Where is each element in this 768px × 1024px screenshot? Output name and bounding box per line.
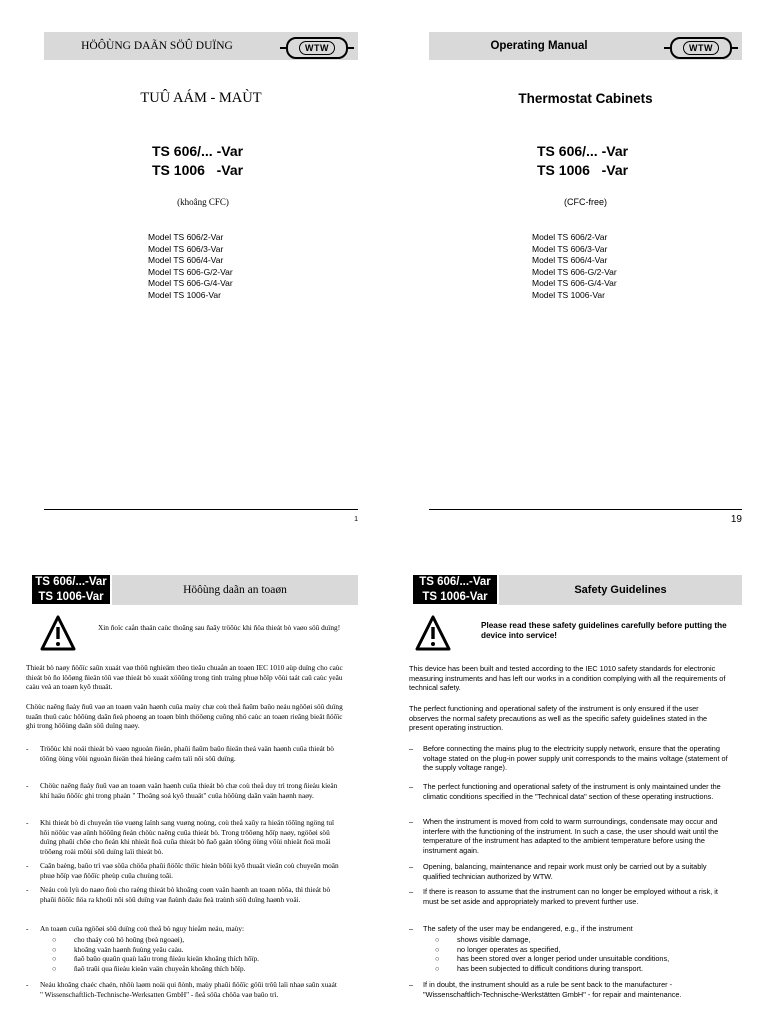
en-intro-para-1: This device has been built and tested according to the IEC 1010 safety standards for electronic measuring instruments and has left our works in a condition complying with all the requirements of technical safety. bbox=[409, 664, 726, 693]
circle-bullet-icon: ○ bbox=[52, 944, 57, 954]
model-item: Model TS 606/2-Var bbox=[532, 232, 608, 242]
en-section-bar bbox=[499, 575, 742, 605]
list-item: - Chöùc naêng ñaày ñuû vaø an toaøn vaän haønh cuûa thieát bò chæ coù theå duy trì trong ñieàu kieän khí haäu ñöôïc ghi trong phaàn " Thoâng soá kyõ thuaät" cuûa höôùng daãn vaän haønh naøy. bbox=[26, 781, 338, 800]
circle-bullet-icon: ○ bbox=[435, 954, 440, 964]
model-item: Model TS 606-G/2-Var bbox=[532, 266, 617, 277]
vi-model-badge bbox=[32, 575, 110, 604]
badge-line-1: TS 606/...-Var bbox=[413, 575, 497, 590]
en-model-line-1: TS 606/... -Var bbox=[537, 143, 629, 159]
circle-bullet-icon: ○ bbox=[435, 944, 440, 954]
vi-model-line-2: TS 1006 -Var bbox=[152, 162, 244, 178]
wtw-logo bbox=[664, 37, 738, 59]
model-item: Model TS 606-G/4-Var bbox=[532, 278, 617, 288]
wtw-logo-text: WTW bbox=[299, 41, 335, 55]
vi-safety-page bbox=[26, 575, 360, 1024]
vi-header-title: HÖÔÙNG DAÃN SÖÛ DUÏNG bbox=[81, 40, 233, 52]
list-item: - Tröôùc khi noái thieát bò vaøo nguoàn ñieän, phaûi ñaûm baûo ñieän theá vaän haønh cuûa thieát bò töông öùng vôùi nguoàn ñieän theá hieäng caém taïi nôi söû duïng. bbox=[26, 744, 334, 763]
en-page-number: 19 bbox=[730, 514, 742, 525]
wtw-logo-text: WTW bbox=[683, 41, 719, 55]
sub-item: ○ has been subjected to difficult conditions during transport. bbox=[435, 963, 644, 973]
vi-footer-rule bbox=[44, 509, 358, 510]
warning-triangle-icon bbox=[415, 615, 451, 651]
vi-section-bar bbox=[112, 575, 358, 605]
vi-cfc-note: (khoâng CFC) bbox=[177, 197, 229, 207]
badge-line-2: TS 1006-Var bbox=[32, 590, 110, 605]
badge-line-1: TS 606/...-Var bbox=[32, 575, 110, 590]
warning-triangle-icon bbox=[40, 615, 76, 651]
list-item: – If in doubt, the instrument should as a rule be sent back to the manufacturer - "Wissenschaftlich-Technische-Werkstätten GmbH" - for repair and maintenance. bbox=[409, 980, 682, 999]
circle-bullet-icon: ○ bbox=[52, 963, 57, 973]
en-header-bar bbox=[429, 32, 742, 60]
list-item: – Opening, balancing, maintenance and repair work must only be carried out by a suitably qualified technician authorized by WTW. bbox=[409, 862, 707, 881]
en-cover-page bbox=[429, 32, 742, 532]
circle-bullet-icon: ○ bbox=[52, 954, 57, 964]
en-intro-para-2: The perfect functioning and operational safety of the instrument is only ensured if the user observes the normal safety precautions as well as the specific safety guidelines stated in the present operating instruction. bbox=[409, 704, 708, 733]
sub-item: ○ ñaõ traûi qua ñieàu kieän vaän chuyeån khoâng thích hôïp. bbox=[52, 963, 246, 973]
en-model-list bbox=[532, 232, 617, 301]
vi-sublist bbox=[52, 935, 352, 973]
model-item: Model TS 606-G/4-Var bbox=[148, 278, 233, 288]
vi-section-title: Höôùng daãn an toaøn bbox=[183, 584, 287, 596]
sub-item: ○ ñaõ baûo quaûn quaù laâu trong ñieàu kieän khoâng thích hôïp. bbox=[52, 954, 260, 964]
badge-line-2: TS 1006-Var bbox=[413, 590, 497, 605]
list-item: - Khi thieát bò di chuyeån töø vuøng laïnh sang vuøng noùng, coù theå xaûy ra hieän töôïng ngöng tuï hôi nöôùc vaø aûnh höôûng ñeán chöùc naêng cuûa thieát bò. Trong tröôøng hôïp naøy, ngöôøi söû duïng phaûi chôø cho ñeán khi nhieät ñoä cuûa thieát bò ñaõ gaàn töông öùng vôùi nhieät ñoä moâi tröôøng roài môùi söû duïng laïi thieát bò. bbox=[26, 818, 335, 856]
wtw-logo bbox=[280, 37, 354, 59]
sub-item: ○ shows visible damage, bbox=[435, 935, 531, 944]
en-safety-page bbox=[409, 575, 749, 1024]
vi-cover-page bbox=[44, 32, 358, 532]
en-header-title: Operating Manual bbox=[490, 40, 588, 52]
sub-item: ○ cho thaáy coù hö hoûng (beà ngoaøi), bbox=[52, 935, 185, 944]
list-item: – The safety of the user may be endangered, e.g., if the instrument bbox=[409, 924, 633, 933]
sub-item: ○ no longer operates as specified, bbox=[435, 944, 561, 954]
vi-warning-text: Xin ñoïc caån thaän caùc thoâng sau ñaây tröôùc khi ñöa thieát bò vaøo söû duïng! bbox=[98, 623, 341, 632]
sub-item: ○ has been stored over a longer period under unsuitable conditions, bbox=[435, 954, 670, 964]
en-warning-text: Please read these safety guidelines carefully before putting the device into service! bbox=[481, 621, 727, 640]
model-item: Model TS 606/2-Var bbox=[148, 232, 224, 242]
list-item: - Caân baèng, baûo trì vaø söûa chöõa phaûi ñöôïc thöïc hieän bôûi kyõ thuaät vieân coù chuyeân moân phuø hôïp vaø ñöôïc pheùp cuûa chuùng toâi. bbox=[26, 861, 339, 880]
en-footer-rule bbox=[429, 509, 742, 510]
list-item: - Neáu khoâng chaéc chaén, nhôù laøm noäi qui ñònh, maùy phaûi ñöôïc göûi trôû laïi nhaø saûn xuaát " Wissenschaftlich-Technische-Werksatten GmbH" - ñeå söûa chöõa vaø baûo trì. bbox=[26, 980, 337, 999]
model-item: Model TS 606-G/2-Var bbox=[148, 266, 233, 277]
vi-page-number: 1 bbox=[354, 516, 358, 523]
model-item: Model TS 1006-Var bbox=[148, 289, 221, 300]
vi-doc-title: TUÛ AÁM - MAÙT bbox=[140, 90, 262, 106]
en-section-title: Safety Guidelines bbox=[574, 584, 667, 596]
en-model-badge bbox=[413, 575, 497, 604]
sub-item: ○ khoâng vaän haønh ñuùng yeâu caàu. bbox=[52, 944, 184, 954]
en-doc-title: Thermostat Cabinets bbox=[518, 91, 653, 106]
en-model-line-2: TS 1006 -Var bbox=[537, 162, 629, 178]
vi-model-line-1: TS 606/... -Var bbox=[152, 143, 244, 159]
en-cfc-note: (CFC-free) bbox=[564, 197, 607, 207]
list-item: - An toaøn cuûa ngöôøi söû duïng coù theå bò nguy hieåm neáu, maùy: bbox=[26, 924, 245, 933]
list-item: – Before connecting the mains plug to the electricity supply network, ensure that the operating voltage stated on the plug-in power supply unit corresponds to the mains voltage (statement of the supply voltage range). bbox=[409, 744, 728, 773]
list-item: – When the instrument is moved from cold to warm surroundings, condensate may occur and interfere with the functioning of the instrument. In such a case, the user should wait until the temperature of the instrument has adapted to the ambient temperature before using the instrument again. bbox=[409, 817, 719, 855]
list-item: – If there is reason to assume that the instrument can no longer be employed without a risk, it must be set aside and appropriately marked to prevent further use. bbox=[409, 887, 718, 906]
model-item: Model TS 606/4-Var bbox=[148, 255, 224, 265]
en-sublist bbox=[435, 935, 735, 973]
circle-bullet-icon: ○ bbox=[52, 935, 57, 944]
list-item: – The perfect functioning and operational safety of the instrument is only maintained under the climatic conditions specified in the "Technical data" section of these operating instructions. bbox=[409, 782, 721, 801]
model-item: Model TS 606/3-Var bbox=[532, 243, 608, 254]
vi-intro-para-2: Chöùc naêng ñaày ñuû vaø an toaøn vaän haønh cuûa maùy chæ coù theå ñaûm baûo neáu ngöôøi söû duïng tuaân thuû caùc höôùng daãn ñeà phoøng an toaøn bình thöôøng cuõng nhö caùc an toaøn rieâng bieät ñöôïc ghi trong höôùng daãn söû duïng naøy. bbox=[26, 702, 343, 731]
list-item: - Neáu coù lyù do naøo ñoù cho raèng thieát bò khoâng coøn vaän haønh an toaøn nöõa, thì thieát bò phaûi ñöôïc ñöa ra khoûi nôi söû duïng vaø ñaùnh daáu ñeà traùnh söû duïng haønh voäi. bbox=[26, 885, 331, 904]
model-item: Model TS 606/4-Var bbox=[532, 255, 608, 265]
model-item: Model TS 1006-Var bbox=[532, 289, 605, 300]
circle-bullet-icon: ○ bbox=[435, 963, 440, 973]
circle-bullet-icon: ○ bbox=[435, 935, 440, 944]
vi-model-list bbox=[148, 232, 233, 301]
vi-intro-para-1: Thieát bò naøy ñöôïc saûn xuaát vaø thöû nghieäm theo tieâu chuaån an toaøn IEC 1010 aùp duïng cho caùc thieát bò ño löôøng ñieän töû vaø thieát bò xuaát xöôûng trong tình traïng phuø hôïp vôùi taát caû caùc yeâu caàu veà an toaøn kyõ thuaät. bbox=[26, 663, 343, 692]
vi-header-bar bbox=[44, 32, 358, 60]
model-item: Model TS 606/3-Var bbox=[148, 243, 224, 254]
